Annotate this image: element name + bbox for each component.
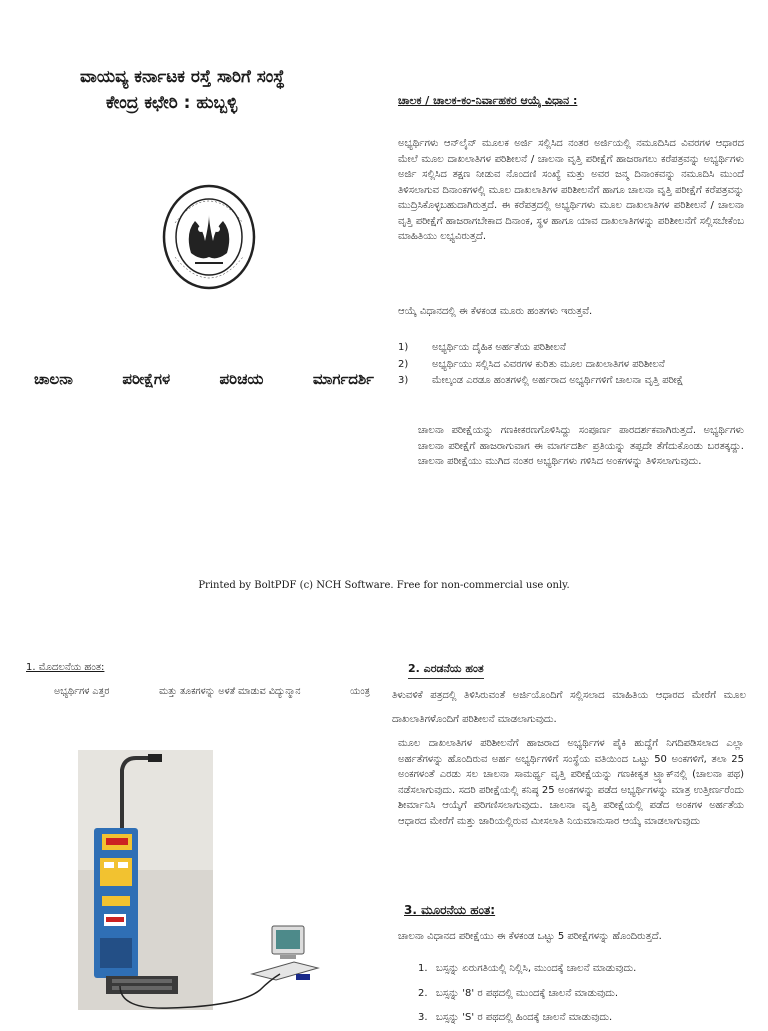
guide-title-word: ಪರೀಕ್ಷೆಗಳ [122,370,171,388]
stage3-intro: ಚಾಲನಾ ವಿಧಾನದ ಪರೀಕ್ಷೆಯು ಈ ಕೆಳಕಂಡ ಒಟ್ಟು 5 ಪರೀಕ್ಷೆಗಳನ್ನು ಹೊಂದಿರುತ್ತದೆ. [398,931,662,942]
list-item-text: ಅಭ್ಯರ್ಥಿಯು ಸಲ್ಲಿಸಿದ ವಿವರಗಳ ಕುರಿತು ಮೂಲ ದಾಖಲಾತಿಗಳ ಪರಿಶೀಲನೆ [432,358,665,370]
stage1-desc-part: ಅಭ್ಯರ್ಥಿಗಳ ಎತ್ತರ [54,686,110,697]
guide-title-word: ಚಾಲನಾ [34,370,73,388]
list-item [398,340,738,356]
list-item-number: 1. [418,963,428,974]
selection-heading: ಚಾಲಕ / ಚಾಲಕ-ಕಂ-ನಿರ್ವಾಹಕರ ಆಯ್ಕೆ ವಿಧಾನ : [398,94,578,107]
list-item [398,373,738,389]
list-item-text: ಬಸ್ಸನ್ನು 'S' ರ ಪಥದಲ್ಲಿ ಹಿಂದಕ್ಕೆ ಚಾಲನೆ ಮಾಡುವುದು. [436,1012,613,1023]
print-footer: Printed by BoltPDF (c) NCH Software. Free for non-commercial use only. [198,580,570,591]
list-item-number: 2) [398,358,409,370]
guide-title-word: ಪರಿಚಯ [219,370,264,388]
stage2-heading-text: 2. ಎರಡನೆಯ ಹಂತ [408,662,484,679]
guide-title [34,370,374,388]
stage2-heading [408,662,484,679]
selection-intro: ಅಭ್ಯರ್ಥಿಗಳು ಆನ್‌ಲೈನ್ ಮೂಲಕ ಅರ್ಜಿ ಸಲ್ಲಿಸಿದ ನಂತರ ಅರ್ಜಿಯಲ್ಲಿ ನಮೂದಿಸಿದ ವಿವರಗಳ ಆಧಾರದ ಮೇಲೆ ಮೂಲ ದಾಖಲಾತಿಗಳ ಪರಿಶೀಲನೆ / ಚಾಲನಾ ವೃತ್ತಿ ಪರೀಕ್ಷೆಗೆ ಹಾಜರಾಗಲು ಕರೆಪತ್ರವನ್ನು ಅಭ್ಯರ್ಥಿಗಳು ಅರ್ಜಿ ಸಲ್ಲಿಸಿದ ತಕ್ಷಣ ನೀಡುವ ನೊಂದಣಿ ಸಂಖ್ಯೆ ಮತ್ತು ಅವರ ಜನ್ಮ ದಿನಾಂಕವನ್ನು ನಮೂದಿಸಿ ಮುಂದೆ ತಿಳಿಸಲಾಗುವ ದಿನಾಂಕಗಳಲ್ಲಿ ಮೂಲ ದಾಖಲಾತಿಗಳ ಪರಿಶೀಲನೆಗೆ ಹಾಗೂ ಚಾಲನಾ ವೃತ್ತಿ ಪರೀಕ್ಷೆಗೆ ಕರೆಪತ್ರವನ್ನು ಮುದ್ರಿಸಿಕೊಳ್ಳಬಹುದಾಗಿರುತ್ತದೆ. ಈ ಕರೆಪತ್ರದಲ್ಲಿ ಅಭ್ಯರ್ಥಿಗಳು ಮೂಲ ದಾಖಲಾತಿಗಳ ಪರಿಶೀಲನೆ / ಚಾಲನಾ ವೃತ್ತಿ ಪರೀಕ್ಷೆಗೆ ಹಾಜರಾಗಬೇಕಾದ ದಿನಾಂಕ, ಸ್ಥಳ ಹಾಗೂ ಯಾವ ದಾಖಲಾತಿಗಳನ್ನು ಪರಿಶೀಲನೆಗೆ ಸಲ್ಲಿಸಬೇಕೆಂಬ ಮಾಹಿತಿಯು ಲಭ್ಯವಿರುತ್ತದೆ. [398,138,744,242]
office-location: ಕೇಂದ್ರ ಕಛೇರಿ : ಹುಬ್ಬಳ್ಳಿ [106,93,238,113]
organization-seal-icon [161,183,257,291]
stage2-text-1: ತಿಳುವಳಿಕೆ ಪತ್ರದಲ್ಲಿ ತಿಳಿಸಿರುವಂತೆ ಅರ್ಜಿಯೊಂದಿಗೆ ಸಲ್ಲಿಸಲಾದ ಮಾಹಿತಿಯ ಆಧಾರದ ಮೇರೆಗೆ ಮೂಲ ದಾಖಲಾತಿಗಳೊಂದಿಗೆ ಪರಿಶೀಲನೆ ಮಾಡಲಾಗುವುದು. [392,690,746,725]
stage1-desc-part: ಯಂತ್ರ [350,686,370,697]
list-item-number: 3) [398,375,409,386]
stage2-text-2: ಮೂಲ ದಾಖಲಾತಿಗಳ ಪರಿಶೀಲನೆಗೆ ಹಾಜರಾದ ಅಭ್ಯರ್ಥಿಗಳ ಪೈಕಿ ಹುದ್ದೆಗೆ ನಿಗದಿಪಡಿಸಲಾದ ಎಲ್ಲಾ ಅರ್ಹತೆಗಳನ್ನು ಹೊಂದಿರುವ ಅರ್ಹ ಅಭ್ಯರ್ಥಿಗಳಿಗೆ ಸಂಸ್ಥೆಯ ವತಿಯಿಂದ ಒಟ್ಟು 50 ಅಂಕಗಳಿಗೆ, ತಲಾ 25 ಅಂಕಗಳಂತೆ ಎರಡು ಸಲ ಚಾಲನಾ ಸಾಮರ್ಥ್ಯ ವೃತ್ತಿ ಪರೀಕ್ಷೆಯನ್ನು ಗಣಕೀಕೃತ ಟ್ರ್ಯಾಕ್‌ನಲ್ಲಿ (ಚಾಲನಾ ಪಥ) ನಡೆಸಲಾಗುವುದು. ಸದರಿ ಪರೀಕ್ಷೆಯಲ್ಲಿ ಕನಿಷ್ಠ 25 ಅಂಕಗಳನ್ನು ಪಡೆದ ಅಭ್ಯರ್ಥಿಗಳನ್ನು ಮಾತ್ರ ಉತ್ತೀರ್ಣರೆಂದು ಶೀರ್ಮಾನಿಸಿ ಆಯ್ಕೆಗೆ ಪರಿಗಣಿಸಲಾಗುವುದು. ಚಾಲನಾ ವೃತ್ತಿ ಪರೀಕ್ಷೆಯಲ್ಲಿ ಪಡೆದ ಅಂಕಗಳ ಅರ್ಹತೆಯ ಆಧಾರದ ಮೇರೆಗೆ ಮತ್ತು ಜಾರಿಯಲ್ಲಿರುವ ಮೀಸಲಾತಿ ನಿಯಮಾನುಸಾರ ಆಯ್ಕೆ ಮಾಡಲಾಗುವುದು [398,738,744,827]
stage1-heading: 1. ಮೊದಲನೆಯ ಹಂತ: [26,662,105,673]
stage3-heading: 3. ಮೂರನೆಯ ಹಂತ: [404,903,496,917]
list-item-text: ಬಸ್ಸನ್ನು '8' ರ ಪಥದಲ್ಲಿ ಮುಂದಕ್ಕೆ ಚಾಲನೆ ಮಾಡುವುದು. [436,987,619,999]
list-item [418,982,748,1007]
list-item-number: 1) [398,342,409,353]
organization-title [80,64,285,116]
stages-intro: ಆಯ್ಕೆ ವಿಧಾನದಲ್ಲಿ ಈ ಕೆಳಕಂಡ ಮೂರು ಹಂತಗಳು ಇರುತ್ತವೆ. [398,306,593,317]
list-item-text: ಮೇಲ್ಕಂಡ ಎರಡೂ ಹಂತಗಳಲ್ಲಿ ಅರ್ಹರಾದ ಅಭ್ಯರ್ಥಿಗಳಿಗೆ ಚಾಲನಾ ವೃತ್ತಿ ಪರೀಕ್ಷೆ [432,375,684,386]
cable-line [110,960,290,1016]
stages-list [398,340,738,390]
stage1-desc-part: ಮತ್ತು ತೂಕಗಳನ್ನು ಅಳತೆ ಮಾಡುವ ವಿದ್ಯುನ್ಮಾನ [159,686,301,697]
stage3-tests-list [418,957,748,1031]
list-item [398,357,738,373]
stage1-description [54,686,370,697]
list-item-text: ಅಭ್ಯರ್ಥಿಯ ದೈಹಿಕ ಅರ್ಹತೆಯ ಪರಿಶೀಲನೆ [432,342,566,353]
list-item [418,1006,748,1031]
guide-title-word: ಮಾರ್ಗದರ್ಶಿ [312,370,374,388]
organization-name: ವಾಯವ್ಯ ಕರ್ನಾಟಕ ರಸ್ತೆ ಸಾರಿಗೆ ಸಂಸ್ಥೆ [80,67,285,87]
list-item [418,957,748,982]
list-item-number: 2. [418,987,428,999]
list-item-text: ಬಸ್ಸನ್ನು ಏರುಗತಿಯಲ್ಲಿ ನಿಲ್ಲಿಸಿ, ಮುಂದಕ್ಕೆ ಚಾಲನೆ ಮಾಡುವುದು. [436,963,637,974]
list-item-number: 3. [418,1012,428,1023]
transparency-note: ಚಾಲನಾ ಪರೀಕ್ಷೆಯನ್ನು ಗಣಕೀಕರಣಗೊಳಿಸಿದ್ದು ಸಂಪೂರ್ಣ ಪಾರದರ್ಶಕವಾಗಿರುತ್ತದೆ. ಅಭ್ಯರ್ಥಿಗಳು ಚಾಲನಾ ಪರೀಕ್ಷೆಗೆ ಹಾಜರಾಗುವಾಗ ಈ ಮಾರ್ಗದರ್ಶಿ ಪ್ರತಿಯನ್ನು ತಪ್ಪದೇ ತೆಗೆದುಕೊಂಡು ಬರತಕ್ಕದ್ದು. ಚಾಲನಾ ಪರೀಕ್ಷೆಯು ಮುಗಿದ ನಂತರ ಅಭ್ಯರ್ಥಿಗಳು ಗಳಿಸಿದ ಅಂಕಗಳನ್ನು ತಿಳಿಸಲಾಗುವುದು. [418,425,744,467]
